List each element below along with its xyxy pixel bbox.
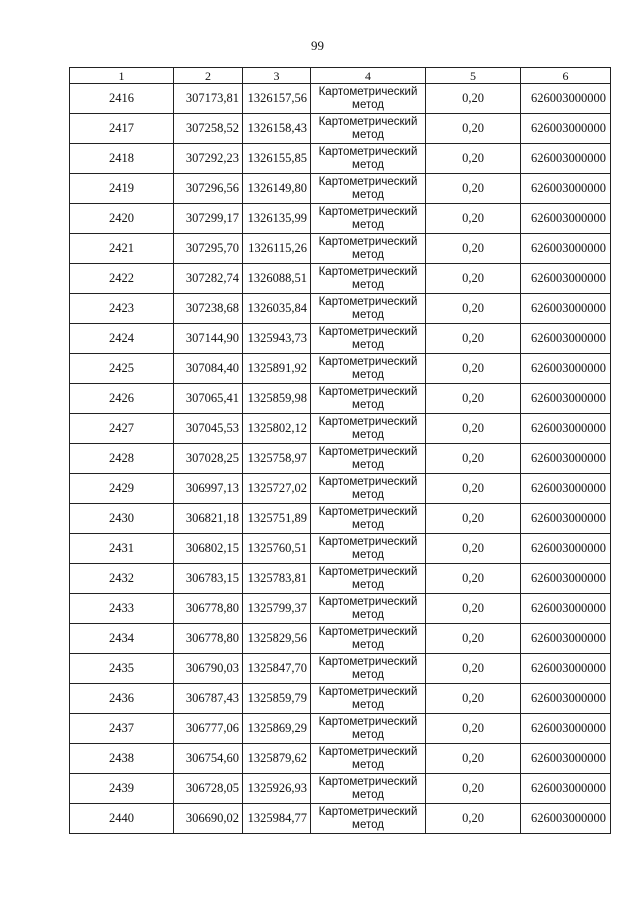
method-line-2: метод	[352, 758, 384, 771]
method-line-1: Картометрический	[318, 715, 418, 728]
accuracy-cell: 0,20	[426, 564, 521, 594]
code-cell: 626003000000	[521, 414, 611, 444]
method-line-1: Картометрический	[318, 595, 418, 608]
y-coordinate-cell: 1325891,92	[243, 354, 311, 384]
method-cell	[311, 534, 426, 564]
point-number-cell: 2440	[70, 804, 174, 834]
method-cell	[311, 714, 426, 744]
y-coordinate-cell: 1325799,37	[243, 594, 311, 624]
point-number-cell: 2432	[70, 564, 174, 594]
accuracy-cell: 0,20	[426, 744, 521, 774]
method-line-2: метод	[352, 188, 384, 201]
y-coordinate-cell: 1325859,98	[243, 384, 311, 414]
method-line-1: Картометрический	[318, 115, 418, 128]
code-cell: 626003000000	[521, 174, 611, 204]
method-line-2: метод	[352, 368, 384, 381]
method-line-2: метод	[352, 428, 384, 441]
y-coordinate-cell: 1326115,26	[243, 234, 311, 264]
method-cell	[311, 114, 426, 144]
table-row	[70, 594, 611, 624]
method-line-2: метод	[352, 818, 384, 831]
x-coordinate-cell: 307238,68	[174, 294, 243, 324]
method-line-2: метод	[352, 278, 384, 291]
code-cell: 626003000000	[521, 654, 611, 684]
accuracy-cell: 0,20	[426, 234, 521, 264]
y-coordinate-cell: 1325727,02	[243, 474, 311, 504]
y-coordinate-cell: 1326149,80	[243, 174, 311, 204]
method-line-1: Картометрический	[318, 265, 418, 278]
accuracy-cell: 0,20	[426, 474, 521, 504]
method-cell	[311, 654, 426, 684]
table-body	[70, 68, 611, 834]
method-cell	[311, 174, 426, 204]
method-line-2: метод	[352, 218, 384, 231]
method-cell	[311, 144, 426, 174]
code-cell: 626003000000	[521, 594, 611, 624]
method-cell	[311, 324, 426, 354]
table-row	[70, 174, 611, 204]
x-coordinate-cell: 306787,43	[174, 684, 243, 714]
table-row	[70, 114, 611, 144]
method-line-2: метод	[352, 248, 384, 261]
method-line-1: Картометрический	[318, 325, 418, 338]
method-cell	[311, 84, 426, 114]
column-header: 4	[311, 68, 426, 84]
table-row	[70, 84, 611, 114]
method-line-2: метод	[352, 488, 384, 501]
code-cell: 626003000000	[521, 234, 611, 264]
x-coordinate-cell: 307299,17	[174, 204, 243, 234]
method-cell	[311, 474, 426, 504]
method-line-1: Картометрический	[318, 565, 418, 578]
method-line-2: метод	[352, 698, 384, 711]
method-cell	[311, 504, 426, 534]
method-line-1: Картометрический	[318, 655, 418, 668]
y-coordinate-cell: 1326135,99	[243, 204, 311, 234]
y-coordinate-cell: 1325847,70	[243, 654, 311, 684]
x-coordinate-cell: 307028,25	[174, 444, 243, 474]
point-number-cell: 2428	[70, 444, 174, 474]
point-number-cell: 2438	[70, 744, 174, 774]
table-row	[70, 714, 611, 744]
point-number-cell: 2423	[70, 294, 174, 324]
x-coordinate-cell: 306690,02	[174, 804, 243, 834]
y-coordinate-cell: 1325760,51	[243, 534, 311, 564]
method-line-2: метод	[352, 578, 384, 591]
accuracy-cell: 0,20	[426, 654, 521, 684]
y-coordinate-cell: 1325879,62	[243, 744, 311, 774]
y-coordinate-cell: 1326157,56	[243, 84, 311, 114]
table-row	[70, 414, 611, 444]
column-header: 1	[70, 68, 174, 84]
method-line-2: метод	[352, 458, 384, 471]
accuracy-cell: 0,20	[426, 444, 521, 474]
code-cell: 626003000000	[521, 324, 611, 354]
method-line-2: метод	[352, 548, 384, 561]
x-coordinate-cell: 307296,56	[174, 174, 243, 204]
code-cell: 626003000000	[521, 774, 611, 804]
method-cell	[311, 414, 426, 444]
y-coordinate-cell: 1325751,89	[243, 504, 311, 534]
code-cell: 626003000000	[521, 114, 611, 144]
method-line-1: Картометрический	[318, 745, 418, 758]
page-number: 99	[311, 38, 324, 53]
method-cell	[311, 264, 426, 294]
table-row	[70, 564, 611, 594]
method-line-2: метод	[352, 128, 384, 141]
method-line-1: Картометрический	[318, 685, 418, 698]
method-line-2: метод	[352, 728, 384, 741]
method-cell	[311, 564, 426, 594]
y-coordinate-cell: 1326088,51	[243, 264, 311, 294]
method-cell	[311, 234, 426, 264]
method-line-1: Картометрический	[318, 415, 418, 428]
y-coordinate-cell: 1325758,97	[243, 444, 311, 474]
method-cell	[311, 804, 426, 834]
code-cell: 626003000000	[521, 84, 611, 114]
method-line-2: метод	[352, 398, 384, 411]
point-number-cell: 2437	[70, 714, 174, 744]
method-line-2: метод	[352, 158, 384, 171]
method-cell	[311, 684, 426, 714]
accuracy-cell: 0,20	[426, 174, 521, 204]
x-coordinate-cell: 306728,05	[174, 774, 243, 804]
point-number-cell: 2417	[70, 114, 174, 144]
method-line-2: метод	[352, 98, 384, 111]
table-row	[70, 624, 611, 654]
method-line-1: Картометрический	[318, 805, 418, 818]
method-line-1: Картометрический	[318, 385, 418, 398]
method-line-2: метод	[352, 308, 384, 321]
y-coordinate-cell: 1325869,29	[243, 714, 311, 744]
x-coordinate-cell: 307292,23	[174, 144, 243, 174]
method-line-1: Картометрический	[318, 235, 418, 248]
table-row	[70, 294, 611, 324]
x-coordinate-cell: 306790,03	[174, 654, 243, 684]
point-number-cell: 2425	[70, 354, 174, 384]
x-coordinate-cell: 306754,60	[174, 744, 243, 774]
method-cell	[311, 384, 426, 414]
accuracy-cell: 0,20	[426, 804, 521, 834]
method-line-1: Картометрический	[318, 535, 418, 548]
point-number-cell: 2439	[70, 774, 174, 804]
code-cell: 626003000000	[521, 144, 611, 174]
accuracy-cell: 0,20	[426, 114, 521, 144]
accuracy-cell: 0,20	[426, 354, 521, 384]
method-line-2: метод	[352, 338, 384, 351]
table-row	[70, 474, 611, 504]
x-coordinate-cell: 306778,80	[174, 624, 243, 654]
table-row	[70, 774, 611, 804]
point-number-cell: 2429	[70, 474, 174, 504]
x-coordinate-cell: 307144,90	[174, 324, 243, 354]
x-coordinate-cell: 306778,80	[174, 594, 243, 624]
code-cell: 626003000000	[521, 264, 611, 294]
point-number-cell: 2434	[70, 624, 174, 654]
table-row	[70, 384, 611, 414]
header-row	[70, 68, 611, 84]
point-number-cell: 2424	[70, 324, 174, 354]
y-coordinate-cell: 1325984,77	[243, 804, 311, 834]
x-coordinate-cell: 306997,13	[174, 474, 243, 504]
method-line-1: Картометрический	[318, 625, 418, 638]
method-line-2: метод	[352, 638, 384, 651]
method-cell	[311, 594, 426, 624]
accuracy-cell: 0,20	[426, 414, 521, 444]
x-coordinate-cell: 307045,53	[174, 414, 243, 444]
point-number-cell: 2426	[70, 384, 174, 414]
method-cell	[311, 354, 426, 384]
x-coordinate-cell: 307173,81	[174, 84, 243, 114]
method-line-1: Картометрический	[318, 775, 418, 788]
accuracy-cell: 0,20	[426, 774, 521, 804]
code-cell: 626003000000	[521, 684, 611, 714]
x-coordinate-cell: 307282,74	[174, 264, 243, 294]
method-line-1: Картометрический	[318, 445, 418, 458]
method-line-1: Картометрический	[318, 295, 418, 308]
code-cell: 626003000000	[521, 504, 611, 534]
y-coordinate-cell: 1325943,73	[243, 324, 311, 354]
table-row	[70, 144, 611, 174]
y-coordinate-cell: 1326158,43	[243, 114, 311, 144]
column-header: 2	[174, 68, 243, 84]
method-cell	[311, 204, 426, 234]
code-cell: 626003000000	[521, 714, 611, 744]
accuracy-cell: 0,20	[426, 534, 521, 564]
y-coordinate-cell: 1325802,12	[243, 414, 311, 444]
table-row	[70, 804, 611, 834]
code-cell: 626003000000	[521, 294, 611, 324]
x-coordinate-cell: 306802,15	[174, 534, 243, 564]
table-row	[70, 744, 611, 774]
method-line-1: Картометрический	[318, 475, 418, 488]
accuracy-cell: 0,20	[426, 144, 521, 174]
method-line-1: Картометрический	[318, 145, 418, 158]
x-coordinate-cell: 307084,40	[174, 354, 243, 384]
code-cell: 626003000000	[521, 744, 611, 774]
code-cell: 626003000000	[521, 444, 611, 474]
point-number-cell: 2421	[70, 234, 174, 264]
method-cell	[311, 624, 426, 654]
point-number-cell: 2427	[70, 414, 174, 444]
method-cell	[311, 774, 426, 804]
point-number-cell: 2431	[70, 534, 174, 564]
point-number-cell: 2420	[70, 204, 174, 234]
y-coordinate-cell: 1326035,84	[243, 294, 311, 324]
code-cell: 626003000000	[521, 474, 611, 504]
point-number-cell: 2418	[70, 144, 174, 174]
column-header: 5	[426, 68, 521, 84]
accuracy-cell: 0,20	[426, 204, 521, 234]
accuracy-cell: 0,20	[426, 504, 521, 534]
code-cell: 626003000000	[521, 384, 611, 414]
code-cell: 626003000000	[521, 804, 611, 834]
accuracy-cell: 0,20	[426, 294, 521, 324]
accuracy-cell: 0,20	[426, 264, 521, 294]
table-row	[70, 204, 611, 234]
method-line-2: метод	[352, 668, 384, 681]
code-cell: 626003000000	[521, 204, 611, 234]
table-row	[70, 444, 611, 474]
x-coordinate-cell: 306777,06	[174, 714, 243, 744]
y-coordinate-cell: 1325783,81	[243, 564, 311, 594]
table-row	[70, 654, 611, 684]
accuracy-cell: 0,20	[426, 324, 521, 354]
accuracy-cell: 0,20	[426, 594, 521, 624]
code-cell: 626003000000	[521, 354, 611, 384]
y-coordinate-cell: 1325926,93	[243, 774, 311, 804]
table-row	[70, 684, 611, 714]
accuracy-cell: 0,20	[426, 714, 521, 744]
method-cell	[311, 294, 426, 324]
method-line-1: Картометрический	[318, 85, 418, 98]
code-cell: 626003000000	[521, 624, 611, 654]
y-coordinate-cell: 1325859,79	[243, 684, 311, 714]
column-header: 6	[521, 68, 611, 84]
x-coordinate-cell: 307065,41	[174, 384, 243, 414]
accuracy-cell: 0,20	[426, 624, 521, 654]
y-coordinate-cell: 1325829,56	[243, 624, 311, 654]
point-number-cell: 2436	[70, 684, 174, 714]
x-coordinate-cell: 306783,15	[174, 564, 243, 594]
method-line-1: Картометрический	[318, 205, 418, 218]
point-number-cell: 2416	[70, 84, 174, 114]
point-number-cell: 2419	[70, 174, 174, 204]
method-line-2: метод	[352, 788, 384, 801]
column-header: 3	[243, 68, 311, 84]
method-line-1: Картометрический	[318, 505, 418, 518]
x-coordinate-cell: 307258,52	[174, 114, 243, 144]
y-coordinate-cell: 1326155,85	[243, 144, 311, 174]
table-row	[70, 504, 611, 534]
point-number-cell: 2422	[70, 264, 174, 294]
table-row	[70, 324, 611, 354]
x-coordinate-cell: 306821,18	[174, 504, 243, 534]
point-number-cell: 2430	[70, 504, 174, 534]
x-coordinate-cell: 307295,70	[174, 234, 243, 264]
table-row	[70, 354, 611, 384]
accuracy-cell: 0,20	[426, 84, 521, 114]
point-number-cell: 2435	[70, 654, 174, 684]
method-line-2: метод	[352, 518, 384, 531]
method-line-1: Картометрический	[318, 175, 418, 188]
code-cell: 626003000000	[521, 534, 611, 564]
method-line-2: метод	[352, 608, 384, 621]
accuracy-cell: 0,20	[426, 384, 521, 414]
point-number-cell: 2433	[70, 594, 174, 624]
method-line-1: Картометрический	[318, 355, 418, 368]
table-row	[70, 534, 611, 564]
table-row	[70, 264, 611, 294]
coordinates-table	[69, 67, 611, 834]
method-cell	[311, 744, 426, 774]
accuracy-cell: 0,20	[426, 684, 521, 714]
code-cell: 626003000000	[521, 564, 611, 594]
method-cell	[311, 444, 426, 474]
table-row	[70, 234, 611, 264]
